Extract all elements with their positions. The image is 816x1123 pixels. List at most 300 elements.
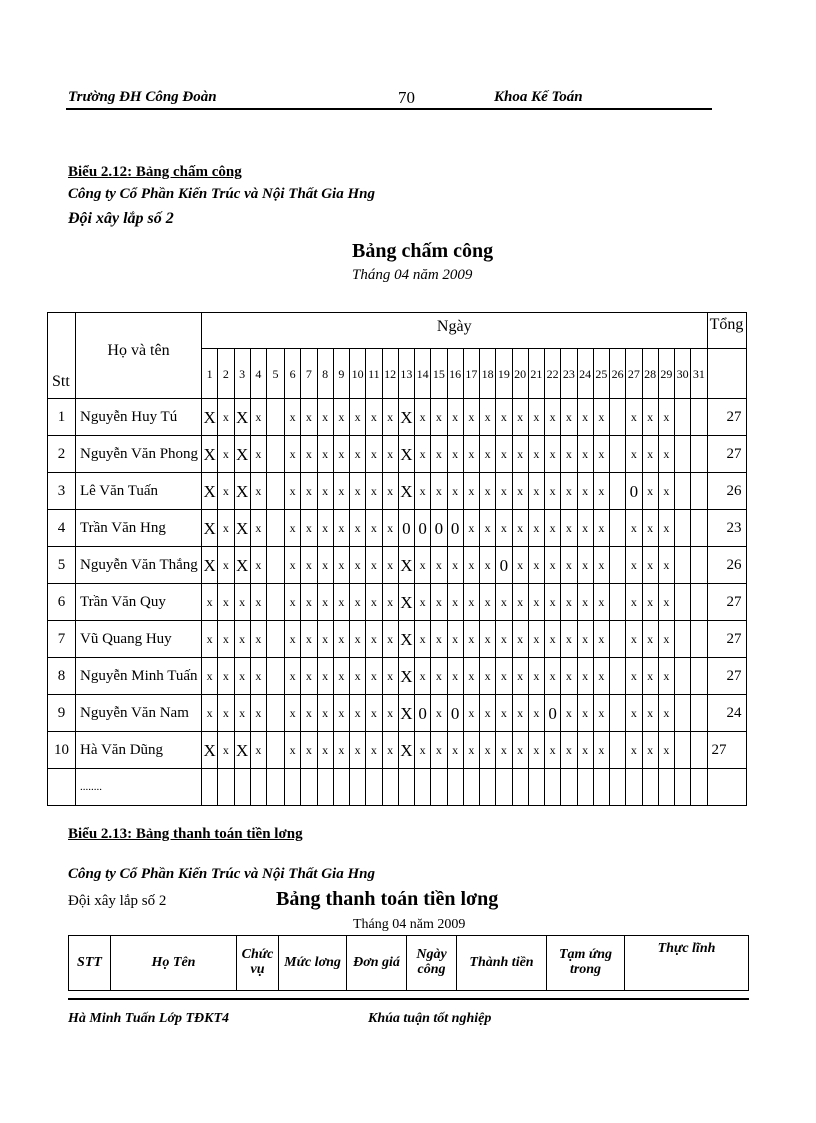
attendance-mark-cell: x (658, 399, 674, 436)
attendance-mark-cell (691, 658, 707, 695)
blank-cell (366, 769, 382, 806)
attendance-mark-cell: 0 (415, 510, 431, 547)
blank-cell (512, 769, 528, 806)
blank-cell (317, 769, 333, 806)
blank-cell (642, 769, 658, 806)
attendance-mark-cell: x (561, 547, 577, 584)
attendance-mark-cell (691, 584, 707, 621)
employee-name-cell: Hà Văn Dũng (76, 732, 202, 769)
attendance-mark-cell: x (528, 584, 544, 621)
employee-row (48, 510, 747, 547)
attendance-mark-cell: x (285, 658, 301, 695)
blank-cell (48, 769, 76, 806)
header-page-number: 70 (398, 88, 415, 107)
blank-cell (658, 769, 674, 806)
attendance-mark-cell: x (512, 695, 528, 732)
attendance-mark-cell: x (317, 436, 333, 473)
attendance-mark-cell: x (415, 621, 431, 658)
day-number-cell: 26 (610, 349, 626, 399)
ellipsis-row (48, 769, 747, 806)
attendance-mark-cell: x (415, 436, 431, 473)
attendance-mark-cell: x (561, 695, 577, 732)
attendance-mark-cell: x (431, 732, 447, 769)
attendance-mark-cell: x (480, 547, 496, 584)
attendance-mark-cell: x (658, 473, 674, 510)
attendance-mark-cell: x (545, 510, 561, 547)
attendance-mark-cell: x (333, 399, 349, 436)
attendance-mark-cell: x (480, 510, 496, 547)
attendance-mark-cell: x (528, 658, 544, 695)
total-cell: 27 (707, 584, 746, 621)
payroll-subtitle: Tháng 04 năm 2009 (353, 917, 466, 932)
attendance-mark-cell: x (382, 399, 398, 436)
attendance-mark-cell (610, 436, 626, 473)
attendance-mark-cell (610, 732, 626, 769)
attendance-mark-cell: x (496, 695, 512, 732)
attendance-mark-cell: 0 (447, 510, 463, 547)
attendance-mark-cell: x (285, 436, 301, 473)
attendance-mark-cell: X (234, 547, 250, 584)
employee-row (48, 436, 747, 473)
attendance-mark-cell: x (463, 584, 479, 621)
attendance-mark-cell: x (463, 510, 479, 547)
attendance-mark-cell: X (398, 732, 414, 769)
day-number-cell: 3 (234, 349, 250, 399)
attendance-mark-cell (610, 658, 626, 695)
attendance-mark-cell: x (285, 584, 301, 621)
day-number-cell: 29 (658, 349, 674, 399)
blank-cell (691, 769, 707, 806)
attendance-mark-cell: x (626, 510, 642, 547)
attendance-mark-cell: x (350, 621, 366, 658)
blank-cell (218, 769, 234, 806)
attendance-mark-cell: x (528, 732, 544, 769)
attendance-mark-cell (691, 399, 707, 436)
attendance-mark-cell: x (382, 732, 398, 769)
attendance-mark-cell: x (561, 584, 577, 621)
attendance-mark-cell (610, 695, 626, 732)
attendance-mark-cell: x (577, 695, 593, 732)
attendance-mark-cell: x (301, 473, 317, 510)
attendance-mark-cell (691, 621, 707, 658)
day-number-cell: 7 (301, 349, 317, 399)
attendance-mark-cell: x (463, 473, 479, 510)
attendance-mark-cell: x (463, 436, 479, 473)
attendance-mark-cell: x (561, 732, 577, 769)
blank-cell (202, 769, 218, 806)
attendance-mark-cell: x (480, 695, 496, 732)
attendance-mark-cell (675, 473, 691, 510)
attendance-mark-cell: x (512, 547, 528, 584)
attendance-mark-cell: x (350, 510, 366, 547)
attendance-mark-cell: x (366, 732, 382, 769)
attendance-mark-cell (691, 510, 707, 547)
total-cell: 26 (707, 473, 746, 510)
attendance-mark-cell: x (447, 584, 463, 621)
attendance-mark-cell: x (593, 695, 609, 732)
attendance-mark-cell: 0 (431, 510, 447, 547)
attendance-mark-cell: x (658, 732, 674, 769)
employee-row (48, 584, 747, 621)
total-header: Tổng (707, 313, 746, 349)
employee-name-cell: Trần Văn Quy (76, 584, 202, 621)
total-cell: 27 (707, 732, 746, 769)
attendance-mark-cell: x (415, 473, 431, 510)
attendance-mark-cell: x (561, 436, 577, 473)
attendance-mark-cell: X (202, 510, 218, 547)
payroll-company: Công ty Cổ Phần Kiến Trúc và Nội Thất Gia Hng (68, 866, 375, 882)
day-number-cell: 28 (642, 349, 658, 399)
attendance-mark-cell: x (382, 621, 398, 658)
attendance-mark-cell: x (658, 510, 674, 547)
attendance-mark-cell: x (301, 436, 317, 473)
attendance-mark-cell (610, 473, 626, 510)
attendance-mark-cell: x (382, 658, 398, 695)
footer-author: Hà Minh Tuấn Lớp TĐKT4 (68, 1011, 230, 1026)
attendance-mark-cell: x (626, 621, 642, 658)
employee-row (48, 547, 747, 584)
attendance-mark-cell: X (234, 510, 250, 547)
stt-cell: 6 (48, 584, 76, 621)
header-faculty: Khoa Kế Toán (494, 89, 583, 105)
attendance-mark-cell: x (658, 547, 674, 584)
attendance-mark-cell: x (317, 584, 333, 621)
attendance-mark-cell: x (301, 399, 317, 436)
day-number-cell: 19 (496, 349, 512, 399)
day-number-cell: 10 (350, 349, 366, 399)
attendance-mark-cell: x (561, 658, 577, 695)
attendance-mark-cell: x (593, 510, 609, 547)
attendance-mark-cell: x (382, 695, 398, 732)
attendance-mark-cell: x (561, 510, 577, 547)
attendance-mark-cell (267, 399, 285, 436)
attendance-mark-cell: x (218, 621, 234, 658)
attendance-mark-cell (675, 658, 691, 695)
attendance-mark-cell: X (398, 695, 414, 732)
blank-cell (707, 769, 746, 806)
attendance-mark-cell: x (512, 473, 528, 510)
attendance-mark-cell: x (528, 547, 544, 584)
attendance-mark-cell: x (577, 658, 593, 695)
attendance-mark-cell: x (350, 399, 366, 436)
day-number-cell: 4 (250, 349, 266, 399)
attendance-mark-cell: X (398, 436, 414, 473)
employee-row (48, 658, 747, 695)
payroll-caption: Biểu 2.13: Bảng thanh toán tiền lơng (68, 826, 303, 842)
stt-cell: 4 (48, 510, 76, 547)
attendance-mark-cell (691, 547, 707, 584)
attendance-mark-cell: x (382, 510, 398, 547)
stt-cell: 8 (48, 658, 76, 695)
attendance-mark-cell: x (447, 399, 463, 436)
payroll-col-name: Họ Tên (111, 936, 237, 991)
blank-cell (431, 769, 447, 806)
employee-name-cell: Nguyễn Văn Phong (76, 436, 202, 473)
attendance-mark-cell: x (250, 510, 266, 547)
attendance-mark-cell: x (642, 547, 658, 584)
blank-cell (301, 769, 317, 806)
attendance-mark-cell: x (593, 436, 609, 473)
attendance-mark-cell: x (480, 621, 496, 658)
blank-cell (480, 769, 496, 806)
payroll-title: Bảng thanh toán tiền lơng (276, 888, 499, 910)
attendance-mark-cell: 0 (626, 473, 642, 510)
blank-cell (350, 769, 366, 806)
attendance-mark-cell: x (561, 399, 577, 436)
attendance-mark-cell: x (350, 436, 366, 473)
attendance-mark-cell: x (301, 658, 317, 695)
attendance-mark-cell: x (250, 473, 266, 510)
attendance-mark-cell: x (285, 621, 301, 658)
attendance-mark-cell: x (480, 436, 496, 473)
attendance-mark-cell: x (658, 436, 674, 473)
attendance-mark-cell: x (285, 732, 301, 769)
attendance-mark-cell: x (333, 658, 349, 695)
attendance-mark-cell: x (658, 658, 674, 695)
day-number-cell: 21 (528, 349, 544, 399)
attendance-mark-cell: x (317, 547, 333, 584)
attendance-caption: Biểu 2.12: Bảng chấm công (68, 164, 242, 180)
attendance-mark-cell: x (545, 473, 561, 510)
attendance-mark-cell: x (528, 695, 544, 732)
attendance-mark-cell: x (431, 584, 447, 621)
header-rule (66, 108, 712, 110)
attendance-team: Đội xây lắp số 2 (68, 210, 174, 227)
attendance-mark-cell (675, 621, 691, 658)
attendance-mark-cell: x (415, 547, 431, 584)
attendance-mark-cell: x (234, 621, 250, 658)
attendance-mark-cell: x (642, 584, 658, 621)
attendance-mark-cell: x (593, 473, 609, 510)
attendance-mark-cell: x (512, 621, 528, 658)
blank-cell (577, 769, 593, 806)
stt-cell: 9 (48, 695, 76, 732)
employee-row (48, 621, 747, 658)
attendance-mark-cell: x (382, 584, 398, 621)
attendance-mark-cell: x (415, 584, 431, 621)
attendance-mark-cell: X (398, 621, 414, 658)
attendance-mark-cell: x (202, 658, 218, 695)
blank-cell (234, 769, 250, 806)
day-number-cell: 1 (202, 349, 218, 399)
blank-cell (250, 769, 266, 806)
attendance-mark-cell: x (301, 510, 317, 547)
payroll-col-unit-price: Đơn giá (347, 936, 407, 991)
total-cell: 24 (707, 695, 746, 732)
attendance-mark-cell: x (301, 547, 317, 584)
attendance-mark-cell: X (234, 399, 250, 436)
name-header: Họ và tên (76, 313, 202, 399)
attendance-mark-cell (675, 399, 691, 436)
day-number-cell: 17 (463, 349, 479, 399)
attendance-mark-cell: x (545, 547, 561, 584)
day-number-cell: 20 (512, 349, 528, 399)
attendance-mark-cell: x (218, 584, 234, 621)
attendance-mark-cell: x (202, 621, 218, 658)
attendance-mark-cell: X (234, 473, 250, 510)
attendance-mark-cell: x (545, 584, 561, 621)
attendance-mark-cell: x (577, 584, 593, 621)
ellipsis-cell: ........ (76, 769, 202, 806)
attendance-mark-cell: x (350, 473, 366, 510)
attendance-mark-cell: x (577, 547, 593, 584)
attendance-mark-cell: x (496, 732, 512, 769)
attendance-mark-cell: x (447, 436, 463, 473)
attendance-mark-cell: x (366, 695, 382, 732)
employee-name-cell: Nguyễn Huy Tú (76, 399, 202, 436)
attendance-mark-cell (675, 732, 691, 769)
attendance-mark-cell: x (382, 547, 398, 584)
attendance-mark-cell: x (317, 695, 333, 732)
attendance-mark-cell: x (285, 695, 301, 732)
blank-cell (675, 769, 691, 806)
payroll-col-salary-level: Mức lơng (279, 936, 347, 991)
attendance-mark-cell: x (218, 732, 234, 769)
attendance-mark-cell: X (398, 473, 414, 510)
attendance-mark-cell: x (350, 547, 366, 584)
attendance-mark-cell: x (366, 510, 382, 547)
attendance-mark-cell: X (202, 473, 218, 510)
blank-cell (285, 769, 301, 806)
employee-row (48, 399, 747, 436)
attendance-mark-cell: x (301, 695, 317, 732)
attendance-mark-cell: x (577, 436, 593, 473)
attendance-mark-cell: x (593, 621, 609, 658)
attendance-mark-cell: x (366, 658, 382, 695)
total-cell: 27 (707, 399, 746, 436)
attendance-mark-cell: x (463, 658, 479, 695)
attendance-mark-cell: x (333, 695, 349, 732)
attendance-mark-cell: x (218, 436, 234, 473)
attendance-mark-cell: x (250, 695, 266, 732)
attendance-mark-cell: X (202, 732, 218, 769)
attendance-mark-cell: x (218, 695, 234, 732)
attendance-mark-cell: x (545, 399, 561, 436)
attendance-mark-cell: x (577, 399, 593, 436)
day-number-cell: 16 (447, 349, 463, 399)
attendance-mark-cell: x (285, 510, 301, 547)
attendance-mark-cell: x (333, 473, 349, 510)
attendance-mark-cell (675, 436, 691, 473)
attendance-mark-cell: x (285, 547, 301, 584)
stt-cell: 5 (48, 547, 76, 584)
blank-cell (267, 769, 285, 806)
attendance-mark-cell: x (301, 584, 317, 621)
header-school: Trường ĐH Công Đoàn (68, 89, 217, 105)
attendance-mark-cell: x (528, 399, 544, 436)
payroll-col-amount: Thành tiền (457, 936, 547, 991)
employee-name-cell: Vũ Quang Huy (76, 621, 202, 658)
stt-header: Stt (48, 313, 76, 399)
attendance-mark-cell (675, 547, 691, 584)
attendance-mark-cell: x (250, 621, 266, 658)
attendance-mark-cell: x (366, 436, 382, 473)
day-number-cell: 25 (593, 349, 609, 399)
attendance-mark-cell: x (415, 658, 431, 695)
attendance-mark-cell: x (202, 584, 218, 621)
attendance-mark-cell: x (218, 510, 234, 547)
stt-cell: 7 (48, 621, 76, 658)
attendance-mark-cell: x (447, 658, 463, 695)
attendance-mark-cell: x (577, 510, 593, 547)
attendance-mark-cell (675, 510, 691, 547)
attendance-mark-cell: x (528, 473, 544, 510)
blank-cell (496, 769, 512, 806)
attendance-mark-cell: x (218, 473, 234, 510)
attendance-mark-cell: x (463, 732, 479, 769)
attendance-mark-cell: x (512, 732, 528, 769)
attendance-mark-cell: x (642, 510, 658, 547)
attendance-mark-cell: 0 (447, 695, 463, 732)
attendance-mark-cell: x (496, 658, 512, 695)
attendance-mark-cell: x (250, 399, 266, 436)
attendance-mark-cell: x (382, 473, 398, 510)
attendance-mark-cell (610, 621, 626, 658)
stt-cell: 3 (48, 473, 76, 510)
attendance-mark-cell: x (561, 473, 577, 510)
attendance-mark-cell: x (626, 399, 642, 436)
attendance-mark-cell: x (333, 510, 349, 547)
attendance-mark-cell: x (593, 399, 609, 436)
attendance-mark-cell: x (545, 436, 561, 473)
day-number-cell: 6 (285, 349, 301, 399)
attendance-mark-cell: x (642, 695, 658, 732)
day-number-cell: 18 (480, 349, 496, 399)
attendance-mark-cell: x (463, 695, 479, 732)
attendance-mark-cell: x (431, 547, 447, 584)
stt-cell: 1 (48, 399, 76, 436)
blank-cell (528, 769, 544, 806)
attendance-mark-cell: x (512, 510, 528, 547)
blank-cell (415, 769, 431, 806)
attendance-mark-cell: x (317, 473, 333, 510)
attendance-mark-cell: x (642, 732, 658, 769)
footer-thesis: Khúa tuận tốt nghiệp (368, 1011, 492, 1026)
attendance-mark-cell: x (480, 473, 496, 510)
attendance-mark-cell: x (431, 436, 447, 473)
attendance-mark-cell: x (431, 658, 447, 695)
stt-cell: 2 (48, 436, 76, 473)
attendance-mark-cell: x (218, 547, 234, 584)
attendance-mark-cell (610, 584, 626, 621)
attendance-mark-cell: x (285, 399, 301, 436)
attendance-mark-cell: x (250, 547, 266, 584)
stt-cell: 10 (48, 732, 76, 769)
attendance-mark-cell: x (512, 584, 528, 621)
attendance-mark-cell (267, 436, 285, 473)
attendance-mark-cell (691, 695, 707, 732)
blank-cell (398, 769, 414, 806)
attendance-mark-cell: x (496, 473, 512, 510)
employee-row (48, 695, 747, 732)
attendance-company: Công ty Cổ Phần Kiến Trúc và Nội Thất Gia Hng (68, 186, 375, 202)
attendance-mark-cell: X (202, 436, 218, 473)
attendance-mark-cell: x (234, 584, 250, 621)
attendance-mark-cell: x (528, 621, 544, 658)
day-number-cell: 9 (333, 349, 349, 399)
attendance-mark-cell (267, 621, 285, 658)
attendance-mark-cell: x (480, 399, 496, 436)
attendance-mark-cell: x (431, 695, 447, 732)
employee-name-cell: Nguyễn Văn Thắng (76, 547, 202, 584)
employee-name-cell: Trần Văn Hng (76, 510, 202, 547)
attendance-mark-cell: x (218, 658, 234, 695)
attendance-mark-cell: x (447, 547, 463, 584)
total-cell: 27 (707, 436, 746, 473)
attendance-mark-cell: x (350, 732, 366, 769)
attendance-mark-cell: x (545, 732, 561, 769)
blank-cell (626, 769, 642, 806)
